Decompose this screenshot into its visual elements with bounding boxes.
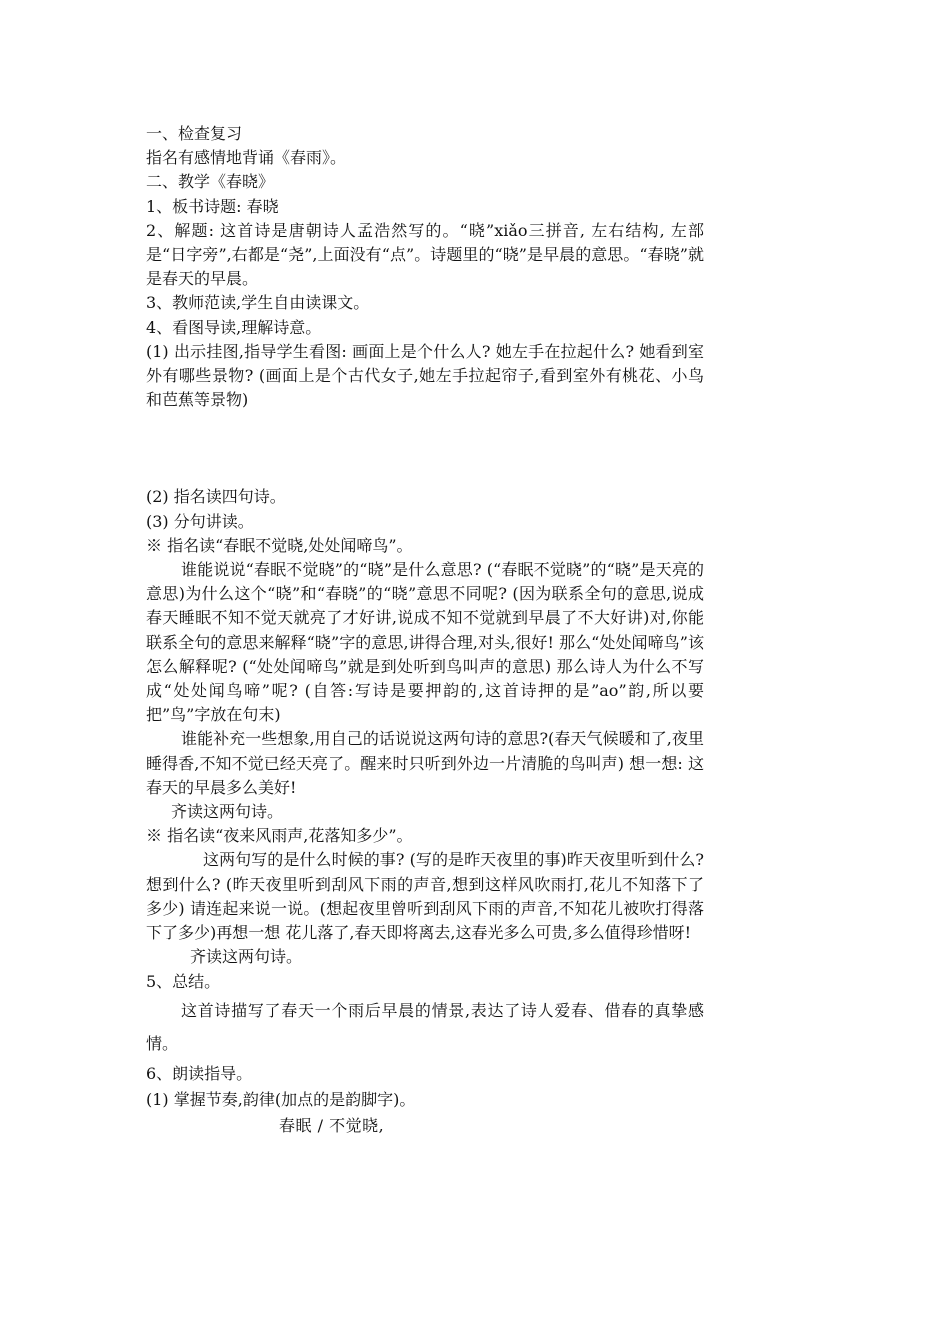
step-5: 5、总结。 [146,971,221,991]
paragraph-summary: 这首诗描写了春天一个雨后早晨的情景,表达了诗人爱春、借春的真挚感情。 [146,1000,704,1053]
step-1: 1、板书诗题: 春晓 [146,196,279,216]
substep-rhythm: (1) 掌握节奏,韵律(加点的是韵脚字)。 [146,1089,416,1109]
step-4: 4、看图导读,理解诗意。 [146,317,322,337]
paragraph-xiao-meaning: 谁能说说“春眠不觉晓”的“晓”是什么意思? (“春眠不觉晓”的“晓”是天亮的意思)为什么这个“晓”和“春晓”的“晓”意思不同呢? (因为联系全句的意思,说成春天睡眠不知不觉天就亮了才好讲,说成不知不觉就到早晨了不大好讲)对,你能联系全句的意思来解释“晓”字的意思,讲得合理,对头,很好! 那么“处处闻啼鸟”该怎么解释呢? (“处处闻啼鸟”就是到处听到鸟叫声的意思) 那么诗人为什么不写成“处处闻鸟啼”呢? (自答:写诗是要押韵的,这首诗押的是”ao”韵,所以要把”鸟”字放在句末) [146,560,704,725]
substep-2: (2) 指名读四句诗。 [146,487,286,507]
choral-read-1: 齐读这两句诗。 [171,802,284,822]
poem-line: 春眠 / 不觉晓, [279,1116,385,1136]
step-6: 6、朗读指导。 [146,1063,253,1083]
step-2: 2、解题: 这首诗是唐朝诗人孟浩然写的。“晓”xiǎo三拼音, 左右结构, 左部是“日字旁”,右都是“尧”,上面没有“点”。诗题里的“晓”是早晨的意思。“春晓”就是春天的早晨。 [146,220,704,289]
paragraph-night-rain: 这两句写的是什么时候的事? (写的是昨天夜里的事)昨天夜里听到什么? 想到什么? (昨天夜里听到刮风下雨的声音,想到这样风吹雨打,花儿不知落下了多少) 请连起来说一说。(想起夜里曾听到刮风下雨的声音,不知花儿被吹打得落下了多少)再想一想 花儿落了,春天即将离去,这春光多么可贵,多么值得珍惜呀! [146,850,704,943]
heading-review: 一、检查复习 [146,124,243,143]
reading-line-2: ※ 指名读“夜来风雨声,花落知多少”。 [146,826,413,846]
paragraph-imagination: 谁能补充一些想象,用自己的话说说这两句诗的意思?(春天气候暖和了,夜里睡得香,不知不觉已经天亮了。醒来时只听到外边一片清脆的鸟叫声) 想一想: 这春天的早晨多么美好! [146,729,704,797]
choral-read-2: 齐读这两句诗。 [190,947,303,967]
paragraph-recite: 指名有感情地背诵《春雨》。 [146,148,347,168]
substep-3: (3) 分句讲读。 [146,511,254,531]
blank-space [146,412,704,485]
heading-teach: 二、教学《春晓》 [146,172,275,192]
reading-line-1: ※ 指名读“春眠不觉晓,处处闻啼鸟”。 [146,535,413,555]
substep-1: (1) 出示挂图,指导学生看图: 画面上是个什么人? 她左手在拉起什么? 她看到室外有哪些景物? (画面上是个古代女子,她左手拉起帘子,看到室外有桃花、小鸟和芭蕉等景物) [146,341,704,410]
step-3: 3、教师范读,学生自由读课文。 [146,293,370,313]
document-body [146,122,704,1138]
